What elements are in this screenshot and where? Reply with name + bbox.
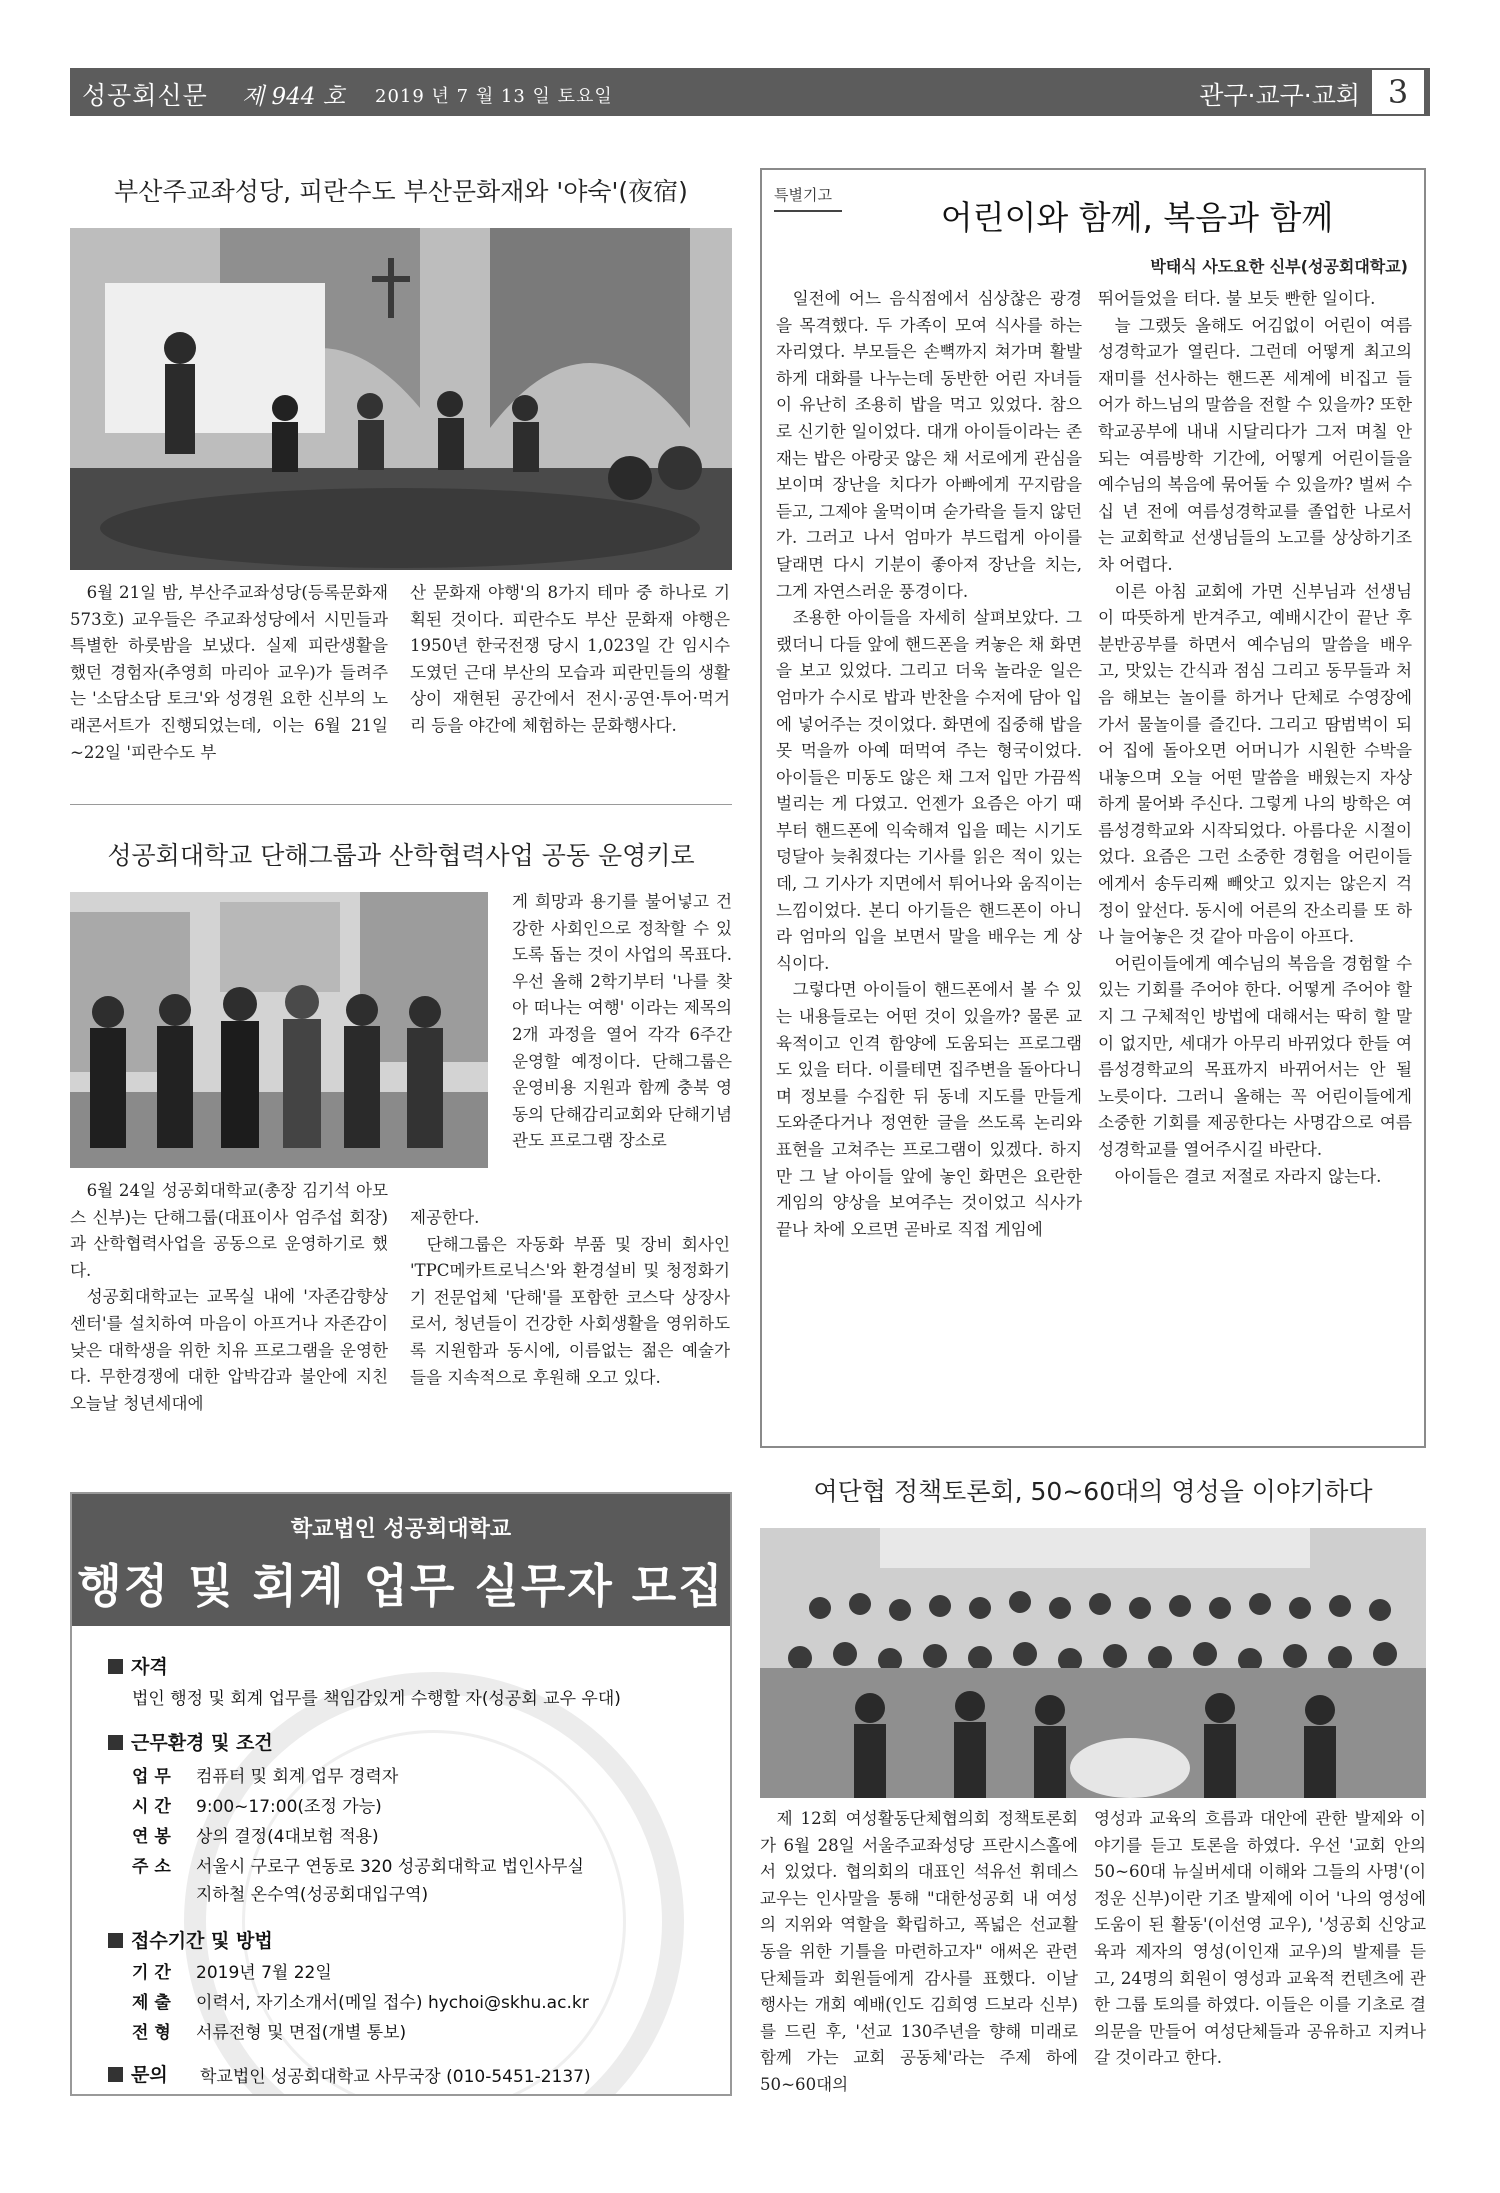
article3-col1	[760, 1806, 1078, 2099]
condition-label: 시 간	[132, 1797, 171, 1817]
period-value: 서류전형 및 면접(개별 통보)	[196, 2023, 407, 2043]
feature-paragraph: 일전에 어느 음식점에서 심상찮은 광경을 목격했다. 두 가족이 모여 식사를 하는 자리였다. 부모들은 손뼉까지 쳐가며 활발하게 대화를 나누는데 동반한 어린 자녀들이 유난히 조용히 밥을 먹고 있었다. 참으로 신기한 일이었다. 대개 아이들이라는 존재는 밥은 아랑곳 않은 채 서로에게 관심을 보이며 장난을 치다가 아빠에게 꾸지람을 듣고, 그제야 울먹이며 숟가락을 들지 않던가. 그러고 나서 엄마가 부드럽게 아이를 달래면 다시 기분이 좋아져 장난을 치는, 그게 자연스러운 풍경이다.	[776, 289, 1082, 601]
condition-row	[132, 1762, 398, 1787]
article2-photo	[70, 892, 488, 1168]
feature-col2	[1098, 286, 1412, 1190]
condition-value: 컴퓨터 및 회계 업무 경력자	[196, 1767, 399, 1787]
article2-col2	[410, 1205, 730, 1391]
square-bullet-icon	[108, 1735, 123, 1750]
article2-side-text	[512, 889, 732, 1155]
ad-banner	[72, 1494, 730, 1626]
square-bullet-icon	[108, 2067, 123, 2082]
article2-col1	[70, 1178, 388, 1417]
period-value: 2019년 7월 22일	[196, 1963, 332, 1983]
church-concert-image	[70, 228, 732, 570]
feature-byline: 박태식 사도요한 신부(성공회대학교)	[1150, 257, 1408, 276]
condition-row	[132, 1822, 379, 1847]
article3-col2-text: 영성과 교육의 흐름과 대안에 관한 발제와 이야기를 듣고 토론을 하였다. 우선 '교회 안의 50~60대 뉴실버세대 이해와 그들의 사명'(이정운 신부)이란 기조 발제에 이어 '나의 영성에 도움이 된 활동'(이선영 교우), '성공회 신앙교육과 제자의 영성(이인재 교우)의 발제를 듣고, 24명의 회원이 영성과 교육적 컨텐츠에 관한 그룹 토의를 하였다. 이들은 이를 기초로 결의문을 만들어 여성단체들과 공유하고 지켜나갈 것이라고 한다.	[1094, 1809, 1426, 2068]
feature-col1	[776, 286, 1082, 1243]
article3-photo	[760, 1528, 1426, 1798]
article1-col1-text: 6월 21일 밤, 부산주교좌성당(등록문화재 573호) 교우들은 주교좌성당에서 시민들과 특별한 하룻밤을 보냈다. 실제 피란생활을 했던 경험자(추영희 마리아 교우)가 들려주는 '소담소담 토크'와 성경원 요한 신부의 노래콘서트가 진행되었는데, 이는 6월 21일~22일 '피란수도 부	[70, 583, 388, 762]
ad-subtitle: 학교법인 성공회대학교	[290, 1517, 512, 1542]
feature-paragraph: 그렇다면 아이들이 핸드폰에서 볼 수 있는 내용들로는 어떤 것이 있을까? 물론 교육적이고 인격 함양에 도움되는 프로그램도 있을 터다. 이를테면 집주변을 돌아다니며 정보를 수집한 뒤 동네 지도를 만들게 도와준다거나 정연한 글을 쓰도록 논리와 표현을 고쳐주는 프로그램이 있겠다. 하지만 그 날 아이들 앞에 놓인 화면은 요란한 게임의 양상을 보여주는 것이었고 식사가 끝나 차에 오르면 곧바로 직접 게임에	[776, 980, 1082, 1239]
article1-col2	[410, 580, 730, 740]
newspaper-name: 성공회신문	[82, 81, 208, 110]
ad-title: 행정 및 회계 업무 실무자 모집	[77, 1559, 725, 1613]
conditions-title: 근무환경 및 조건	[131, 1732, 273, 1754]
page-header	[70, 68, 1430, 116]
condition-row	[132, 1792, 382, 1817]
page-number: 3	[1370, 68, 1426, 116]
period-row	[132, 1988, 589, 2013]
feature-paragraph: 어린이들에게 예수님의 복음을 경험할 수 있는 기회를 주어야 한다. 어떻게 주어야 할지 그 구체적인 방법에 대해서는 딱히 할 말이 없지만, 세대가 아무리 바뀌었다 한들 여름성경학교의 목표까지 바뀌어서는 안 될 노릇이다. 그러니 올해는 꼭 어린이들에게 소중한 기회를 제공한다는 사명감으로 여름성경학교를 열어주시길 바란다.	[1098, 953, 1412, 1159]
qualification-text: 법인 행정 및 회계 업무를 책임감있게 수행할 자(성공회 교우 우대)	[132, 1689, 621, 1709]
square-bullet-icon	[108, 1933, 123, 1948]
article3-col1-text: 제 12회 여성활동단체협의회 정책토론회가 6월 28일 서울주교좌성당 프란시스홀에서 있었다. 협의회의 대표인 석유선 휘데스 교우는 인사말을 통해 "대한성공회 내 여성의 지위와 역할을 확립하고, 폭넓은 선교활동을 위한 기틀을 마련하고자" 애써온 관련 단체들과 회원들에게 감사를 표했다. 이날 행사는 개회 예배(인도 김희영 드보라 신부)를 드린 후, '선교 130주년을 향해 미래로 함께 가는 교회 공동체'라는 주제 하에 50~60대의	[760, 1809, 1078, 2094]
period-label: 전 형	[132, 2023, 171, 2043]
period-label: 제 출	[132, 1993, 171, 2013]
issue-date: 2019 년 7 월 13 일 토요일	[375, 86, 613, 107]
article1-photo	[70, 228, 732, 570]
qualification-heading	[108, 1652, 168, 1679]
feature-paragraph: 이른 아침 교회에 가면 신부님과 선생님이 따뜻하게 반겨주고, 예배시간이 끝난 후 분반공부를 하면서 예수님의 말씀을 배우고, 맛있는 간식과 점심 그리고 동무들과 처음 해보는 놀이를 하거나 단체로 수영장에 가서 물놀이를 즐긴다. 그리고 땀범벅이 되어 집에 돌아오면 어머니가 시원한 수박을 내놓으며 오늘 어떤 말씀을 배웠는지 자상하게 물어봐 주신다. 그렇게 나의 방학은 여름성경학교와 시작되었다. 아름다운 시절이었다. 요즘은 그런 소중한 경험을 어린이들에게서 송두리째 빼앗고 있지는 않은지 걱정이 앞선다. 동시에 어른의 잔소리를 또 하나 늘어놓은 것 같아 마음이 아프다.	[1098, 581, 1412, 947]
issue-number: 제 944 호	[242, 84, 345, 110]
feature-paragraph: 아이들은 결코 저절로 자라지 않는다.	[1114, 1166, 1382, 1186]
condition-label: 주 소	[132, 1857, 171, 1877]
section-divider	[70, 804, 732, 805]
article2-headline: 성공회대학교 단해그룹과 산학협력사업 공동 운영키로	[107, 841, 695, 870]
article2-paragraph: 성공회대학교는 교목실 내에 '자존감향상센터'를 설치하여 마음이 아프거나 자존감이 낮은 대학생을 위한 치유 프로그램을 운영한다. 무한경쟁에 대한 압박감과 불안에 지친 오늘날 청년세대에	[70, 1287, 388, 1413]
article3-col2	[1094, 1806, 1426, 2072]
recruitment-ad	[70, 1492, 732, 2096]
condition-value: 9:00~17:00(조정 가능)	[196, 1797, 382, 1817]
condition-value: 서울시 구로구 연동로 320 성공회대학교 법인사무실	[196, 1857, 584, 1877]
article2-side-paragraph: 게 희망과 용기를 불어넣고 건강한 사회인으로 정착할 수 있도록 돕는 것이 사업의 목표다. 우선 올해 2학기부터 '나를 찾아 떠나는 여행' 이라는 제목의 2개 과정을 열어 각각 6주간 운영할 예정이다. 단해그룹은 운영비용 지원과 함께 충북 영동의 단해감리교회와 단해기념관도 프로그램 장소로	[512, 892, 732, 1151]
period-row	[132, 1958, 332, 1983]
section-name: 관구·교구·교회	[1199, 81, 1360, 110]
feature-box	[760, 168, 1426, 1448]
condition-label: 업 무	[132, 1767, 171, 1787]
article2-paragraph: 제공한다.	[410, 1208, 480, 1227]
article2-paragraph: 6월 24일 성공회대학교(총장 김기석 아모스 신부)는 단해그룹(대표이사 엄주섭 회장)과 산학협력사업을 공동으로 운영하기로 했다.	[70, 1181, 388, 1280]
condition-label: 연 봉	[132, 1827, 171, 1847]
period-heading	[108, 1926, 273, 1953]
feature-paragraph: 조용한 아이들을 자세히 살펴보았다. 그랬더니 다들 앞에 핸드폰을 켜놓은 채 화면을 보고 있었다. 그리고 더욱 놀라운 일은 엄마가 수시로 밥과 반찬을 수저에 담아 입에 넣어주는 것이었다. 화면에 집중해 밥을 못 먹을까 아예 떠먹여 주는 형국이었다. 아이들은 미동도 않은 채 그저 입만 가끔씩 벌리는 게 다였고. 언젠가 요즘은 아기 때부터 핸드폰에 익숙해져 입을 떼는 시기도 덩달아 늦춰졌다는 기사를 읽은 적이 있는데, 그 기사가 지면에서 튀어나와 움직이는 느낌이었다. 본디 아기들은 핸드폰이 아니라 엄마의 입을 보면서 말을 배우는 게 상식이다.	[776, 608, 1082, 973]
feature-title: 어린이와 함께, 복음과 함께	[940, 198, 1334, 237]
condition-row	[132, 1852, 584, 1877]
article1-col1	[70, 580, 388, 766]
group-photo-image	[70, 892, 488, 1168]
period-label: 기 간	[132, 1963, 171, 1983]
qualification-title: 자격	[131, 1656, 168, 1678]
period-value: 이력서, 자기소개서(메일 접수) hychoi@skhu.ac.kr	[196, 1993, 589, 2013]
article2-paragraph: 단해그룹은 자동화 부품 및 장비 회사인 'TPC메카트로닉스'와 환경설비 및 청정화기기 전문업체 '단해'를 포함한 코스닥 상장사로서, 청년들이 건강한 사회생활을 영위하도록 지원함과 동시에, 이름없는 젊은 예술가들을 지속적으로 후원해 오고 있다.	[410, 1234, 730, 1387]
feature-paragraph: 늘 그랬듯 올해도 어김없이 어린이 여름성경학교가 열린다. 그런데 어떻게 최고의 재미를 선사하는 핸드폰 세계에 비집고 들어가 하느님의 말씀을 전할 수 있을까? 또한 학교공부에 내내 시달리다가 그저 며칠 안 되는 여름방학 기간에, 어떻게 어린이들을 예수님의 복음에 묶어둘 수 있을까? 벌써 수 십 년 전에 여름성경학교를 졸업한 나로서는 교회학교 선생님들의 노고를 상상하기조차 어렵다.	[1098, 315, 1412, 574]
article1-headline: 부산주교좌성당, 피란수도 부산문화재와 '야숙'(夜宿)	[114, 177, 688, 206]
contact-text: 학교법인 성공회대학교 사무국장 (010-5451-2137)	[200, 2067, 591, 2087]
contact-title: 문의	[131, 2064, 168, 2086]
feature-tag: 특별기고	[774, 186, 832, 204]
square-bullet-icon	[108, 1659, 123, 1674]
article1-col2-text: 산 문화재 야행'의 8가지 테마 중 하나로 기획된 것이다. 피란수도 부산 문화재 야행은 1950년 한국전쟁 당시 1,023일 간 임시수도였던 근대 부산의 모습과 피란민들의 생활상이 재현된 공간에서 전시·공연·투어·먹거리 등을 야간에 체험하는 문화행사다.	[410, 583, 730, 735]
conditions-heading	[108, 1728, 273, 1755]
condition-value: 상의 결정(4대보험 적용)	[196, 1827, 379, 1847]
article3-headline: 여단협 정책토론회, 50~60대의 영성을 이야기하다	[813, 1477, 1373, 1506]
feature-paragraph: 뛰어들었을 터다. 불 보듯 빤한 일이다.	[1098, 289, 1376, 308]
contact-heading	[108, 2060, 168, 2087]
conference-group-image	[760, 1528, 1426, 1798]
period-title: 접수기간 및 방법	[131, 1930, 273, 1952]
period-row	[132, 2018, 406, 2043]
feature-tag-underline	[774, 210, 842, 212]
address-line2: 지하철 온수역(성공회대입구역)	[196, 1885, 429, 1905]
